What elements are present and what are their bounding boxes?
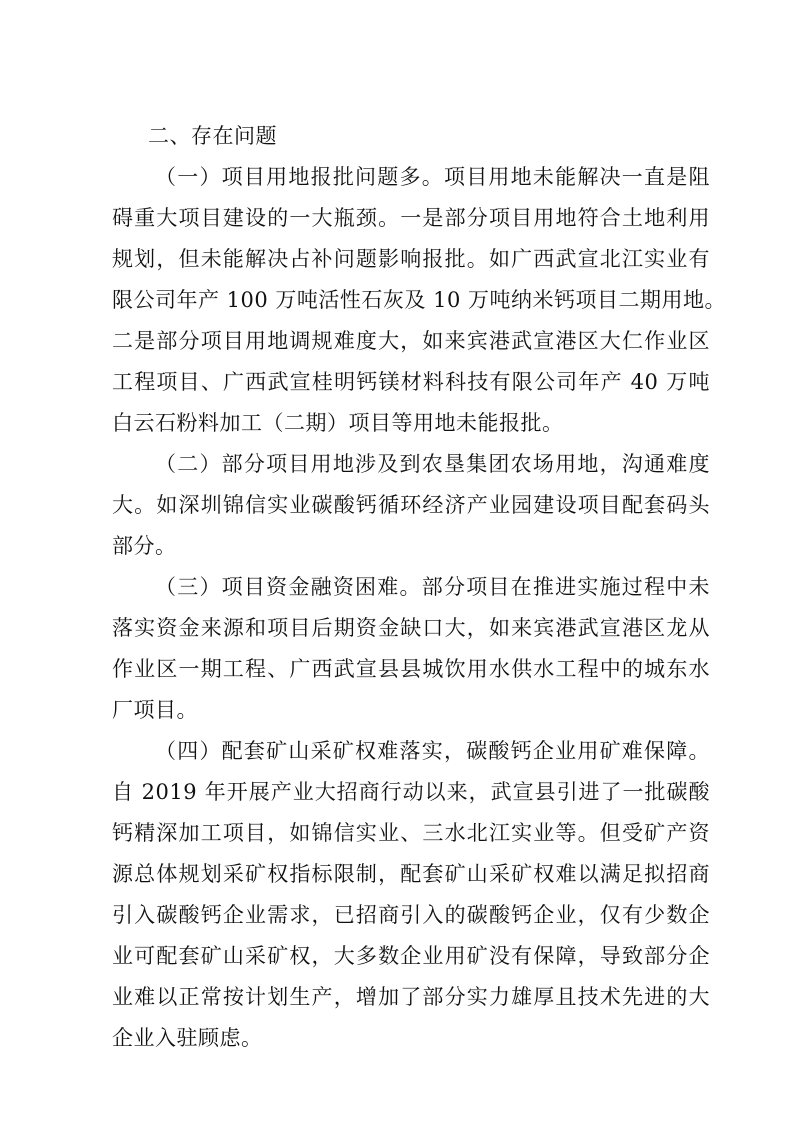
text-line: 大。如深圳锦信实业碳酸钙循环经济产业园建设项目配套码头 [112,493,710,517]
text-line: （一）项目用地报批问题多。项目用地未能解决一直是阻 [155,165,710,189]
text-line: （二）部分项目用地涉及到农垦集团农场用地，沟通难度 [155,452,710,476]
document-page [112,116,727,1059]
text-line: （四）配套矿山采矿权难落实，碳酸钙企业用矿难保障。 [155,739,710,763]
section-heading: 二、存在问题 [148,124,277,148]
paragraphs [112,157,727,1059]
text-line: 规划，但未能解决占补问题影响报批。如广西武宣北江实业有 [112,247,710,271]
text-line: 限公司年产 100 万吨活性石灰及 10 万吨纳米钙项目二期用地。 [112,288,727,312]
paragraph [112,567,710,731]
text-line: 业难以正常按计划生产，增加了部分实力雄厚且技术先进的大 [112,985,710,1009]
text-line: 业可配套矿山采矿权，大多数企业用矿没有保障，导致部分企 [112,944,710,968]
text-line: （三）项目资金融资困难。部分项目在推进实施过程中未 [155,575,710,599]
paragraph [112,157,727,444]
text-line: 白云石粉料加工（二期）项目等用地未能报批。 [112,411,564,435]
text-line: 厂项目。 [112,698,198,722]
paragraph [112,444,710,567]
text-line: 碍重大项目建设的一大瓶颈。一是部分项目用地符合土地利用 [112,206,710,230]
text-line: 企业入驻顾虑。 [112,1026,263,1050]
paragraph [112,731,710,1059]
text-line: 工程项目、广西武宣桂明钙镁材料科技有限公司年产 40 万吨 [112,370,710,394]
text-line: 二是部分项目用地调规难度大，如来宾港武宣港区大仁作业区 [112,329,710,353]
text-line: 引入碳酸钙企业需求，已招商引入的碳酸钙企业，仅有少数企 [112,903,710,927]
text-line: 落实资金来源和项目后期资金缺口大，如来宾港武宣港区龙从 [112,616,710,640]
text-line: 源总体规划采矿权指标限制，配套矿山采矿权难以满足拟招商 [112,862,710,886]
text-line: 自 2019 年开展产业大招商行动以来，武宣县引进了一批碳酸 [112,780,710,804]
text-line: 部分。 [112,534,177,558]
text-line: 作业区一期工程、广西武宣县县城饮用水供水工程中的城东水 [112,657,710,681]
text-line: 钙精深加工项目，如锦信实业、三水北江实业等。但受矿产资 [112,821,710,845]
